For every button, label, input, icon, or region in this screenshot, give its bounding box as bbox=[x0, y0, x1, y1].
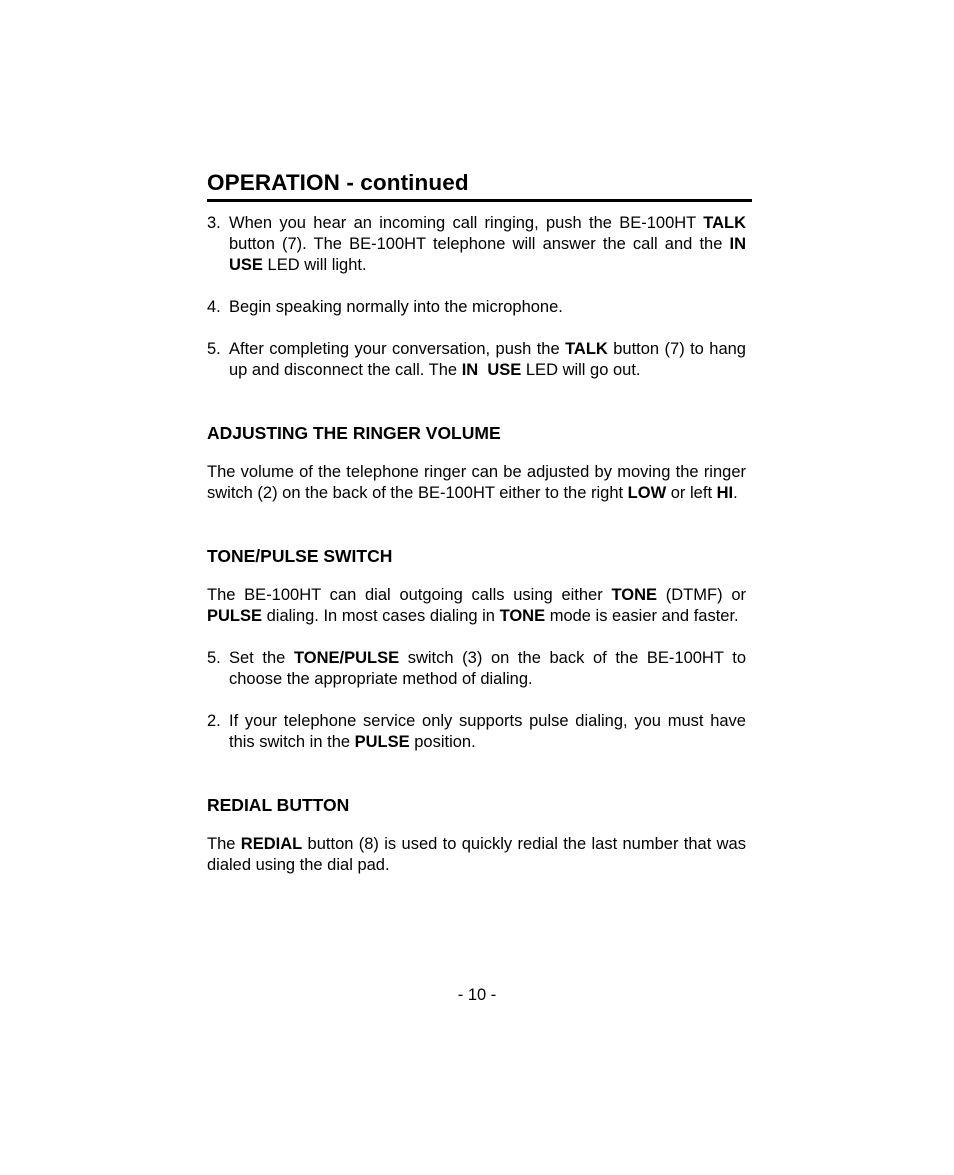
list-number: 4. bbox=[207, 298, 221, 316]
list-item bbox=[207, 711, 746, 753]
list-number: 2. bbox=[207, 712, 221, 730]
section-heading-tone-pulse: TONE/PULSE SWITCH bbox=[207, 546, 393, 566]
section-heading-redial: REDIAL BUTTON bbox=[207, 795, 350, 815]
list-text: After completing your conversation, push the TALK button (7) to hang up and disconnect the call. The IN USE LED will go out. bbox=[229, 340, 746, 379]
list-item bbox=[207, 213, 746, 276]
list-text: Begin speaking normally into the microphone. bbox=[229, 298, 563, 316]
page-title: OPERATION - continued bbox=[207, 170, 469, 195]
manual-page bbox=[207, 168, 752, 876]
list-text: If your telephone service only supports pulse dialing, you must have this switch in the PULSE position. bbox=[229, 712, 746, 751]
list-item bbox=[207, 648, 746, 690]
list-number: 5. bbox=[207, 649, 221, 667]
tone-paragraph: The BE-100HT can dial outgoing calls using either TONE (DTMF) or PULSE dialing. In most cases dialing in TONE mode is easier and faster. bbox=[207, 586, 746, 625]
section-heading-ringer: ADJUSTING THE RINGER VOLUME bbox=[207, 423, 501, 443]
title-rule bbox=[207, 199, 752, 202]
list-number: 5. bbox=[207, 340, 221, 358]
page-number: - 10 - bbox=[457, 986, 497, 1004]
list-item bbox=[207, 297, 746, 318]
list-text: When you hear an incoming call ringing, push the BE-100HT TALK button (7). The BE-100HT telephone will answer the call and the IN USE LED will light. bbox=[229, 214, 746, 274]
list-item bbox=[207, 339, 746, 381]
list-number: 3. bbox=[207, 214, 221, 232]
redial-paragraph: The REDIAL button (8) is used to quickly redial the last number that was dialed using the dial pad. bbox=[207, 835, 746, 874]
list-text: Set the TONE/PULSE switch (3) on the back of the BE-100HT to choose the appropriate method of dialing. bbox=[229, 649, 747, 688]
page-content bbox=[207, 213, 746, 876]
ringer-paragraph: The volume of the telephone ringer can be adjusted by moving the ringer switch (2) on the back of the BE-100HT either to the right LOW or left HI. bbox=[207, 463, 746, 502]
